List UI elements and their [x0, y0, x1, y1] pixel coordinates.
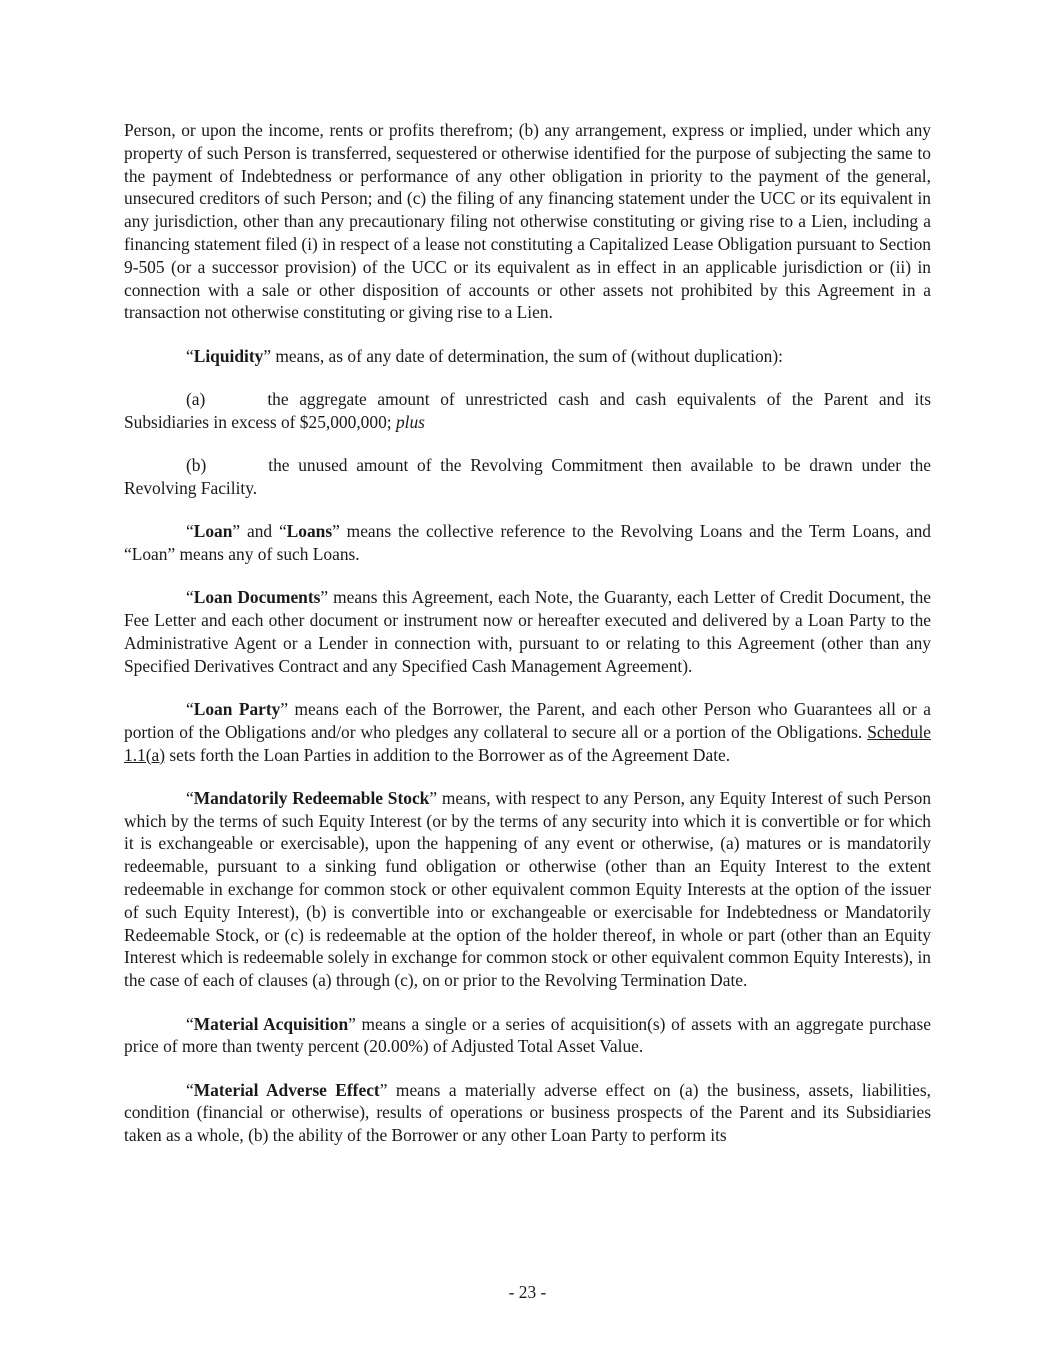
defined-term: Mandatorily Redeemable Stock: [193, 787, 430, 808]
defined-term: Loan Party: [193, 698, 281, 719]
text-segment: ” means, with respect to any Person, any Equity Interest of such Person which by the terms of such Equity Interest (or by the terms of any security into which it is convertible or for which it is exchangeable or exercisable), upon the happening of any event or otherwise, (a) matures or is mandatorily redeemable, pursuant to a sinking fund obligation or otherwise (other than an Equity Interest to the extent redeemable in exchange for common stock or other equivalent common Equity Interests at the option of the issuer of such Equity Interest), (b) is convertible into or exchangeable or exercisable for Indebtedness or Mandatorily Redeemable Stock, or (c) is redeemable at the option of the holder thereof, in whole or part (other than an Equity Interest which is redeemable solely in exchange for common stock or other equivalent common Equity Interests), in the case of each of clauses (a) through (c), on or prior to the Revolving Termination Date.: [124, 787, 932, 991]
text-segment: “: [186, 587, 194, 608]
schedule-reference: Schedule 1.1(a): [124, 721, 931, 765]
text-segment: ” means, as of any date of determination, the sum of (without duplication):: [263, 345, 783, 366]
paragraph-liquidity: [124, 345, 931, 368]
defined-term: Loan: [193, 521, 233, 542]
text-segment: ” means each of the Borrower, the Parent, and each other Person who Guarantees all or a portion of the Obligations and/or who pledges any collateral to secure all or a portion of the Obligations.: [124, 698, 931, 742]
text-segment: (a): [186, 388, 206, 409]
text-segment: “: [186, 345, 194, 366]
paragraph-liquidity-b: [124, 454, 931, 500]
text-segment: (b): [186, 455, 207, 476]
paragraph-lien-continuation: [124, 119, 931, 324]
paragraph-material-adverse-effect: [124, 1079, 931, 1147]
text-segment: ” means the collective reference to the Revolving Loans and the Term Loans, and “Loan” means any of such Loans.: [124, 521, 932, 564]
page-number: - 23 -: [508, 1282, 547, 1302]
paragraph-loan-party: [124, 698, 931, 766]
text-segment: plus: [395, 411, 425, 432]
defined-term: Liquidity: [193, 345, 264, 366]
paragraph-liquidity-a: [124, 388, 931, 434]
paragraph-loan-documents: [124, 586, 931, 677]
paragraph-loan: [124, 520, 931, 566]
text-segment: the aggregate amount of unrestricted cash and cash equivalents of the Parent and its Subsidiaries in excess of $25,000,000;: [124, 388, 931, 432]
text-segment: ” means this Agreement, each Note, the Guaranty, each Letter of Credit Document, the Fee Letter and each other document or instrument now or hereafter executed and delivered by a Loan Party to the Administrative Agent or a Lender in connection with, pursuant to or relating to this Agreement (other than any Specified Derivatives Contract and any Specified Cash Management Agreement).: [124, 587, 932, 676]
text-segment: ” and “: [232, 521, 287, 542]
text-segment: the unused amount of the Revolving Commitment then available to be drawn under the Revolving Facility.: [124, 455, 931, 498]
paragraph-material-acquisition: [124, 1013, 931, 1059]
defined-term: Material Adverse Effect: [193, 1079, 380, 1100]
defined-term: Loan Documents: [193, 587, 321, 608]
text-segment: ” means a materially adverse effect on (a) the business, assets, liabilities, condition (financial or otherwise), results of operations or business prospects of the Parent and its Subsidiaries taken as a whole, (b) the ability of the Borrower or any other Loan Party to perform its: [124, 1079, 932, 1146]
text-segment: Person, or upon the income, rents or profits therefrom; (b) any arrangement, express or implied, under which any property of such Person is transferred, sequestered or otherwise identified for the purpose of subjecting the same to the payment of Indebtedness or performance of any other obligation in priority to the payment of the general, unsecured creditors of such Person; and (c) the filing of any financing statement under the UCC or its equivalent in any jurisdiction, other than any precautionary filing not otherwise constituting or giving rise to a Lien, including a financing statement filed (i) in respect of a lease not constituting a Capitalized Lease Obligation pursuant to Section 9-505 (or a successor provision) of the UCC or its equivalent as in effect in an applicable jurisdiction or (ii) in connection with a sale or other disposition of accounts or other assets not prohibited by this Agreement in a transaction not otherwise constituting or giving rise to a Lien.: [124, 120, 931, 323]
text-segment: “: [186, 698, 194, 719]
text-segment: sets forth the Loan Parties in addition to the Borrower as of the Agreement Date.: [165, 744, 731, 765]
text-segment: “: [186, 521, 194, 542]
text-segment: “: [186, 1079, 194, 1100]
defined-term: Loans: [286, 521, 333, 542]
defined-term: Material Acquisition: [193, 1013, 349, 1034]
text-segment: “: [186, 1013, 194, 1034]
text-segment: ” means a single or a series of acquisition(s) of assets with an aggregate purchase price of more than twenty percent (20.00%) of Adjusted Total Asset Value.: [124, 1013, 931, 1057]
document-body: [124, 119, 931, 1167]
text-segment: “: [186, 787, 194, 808]
paragraph-mandatorily-redeemable-stock: [124, 787, 931, 992]
